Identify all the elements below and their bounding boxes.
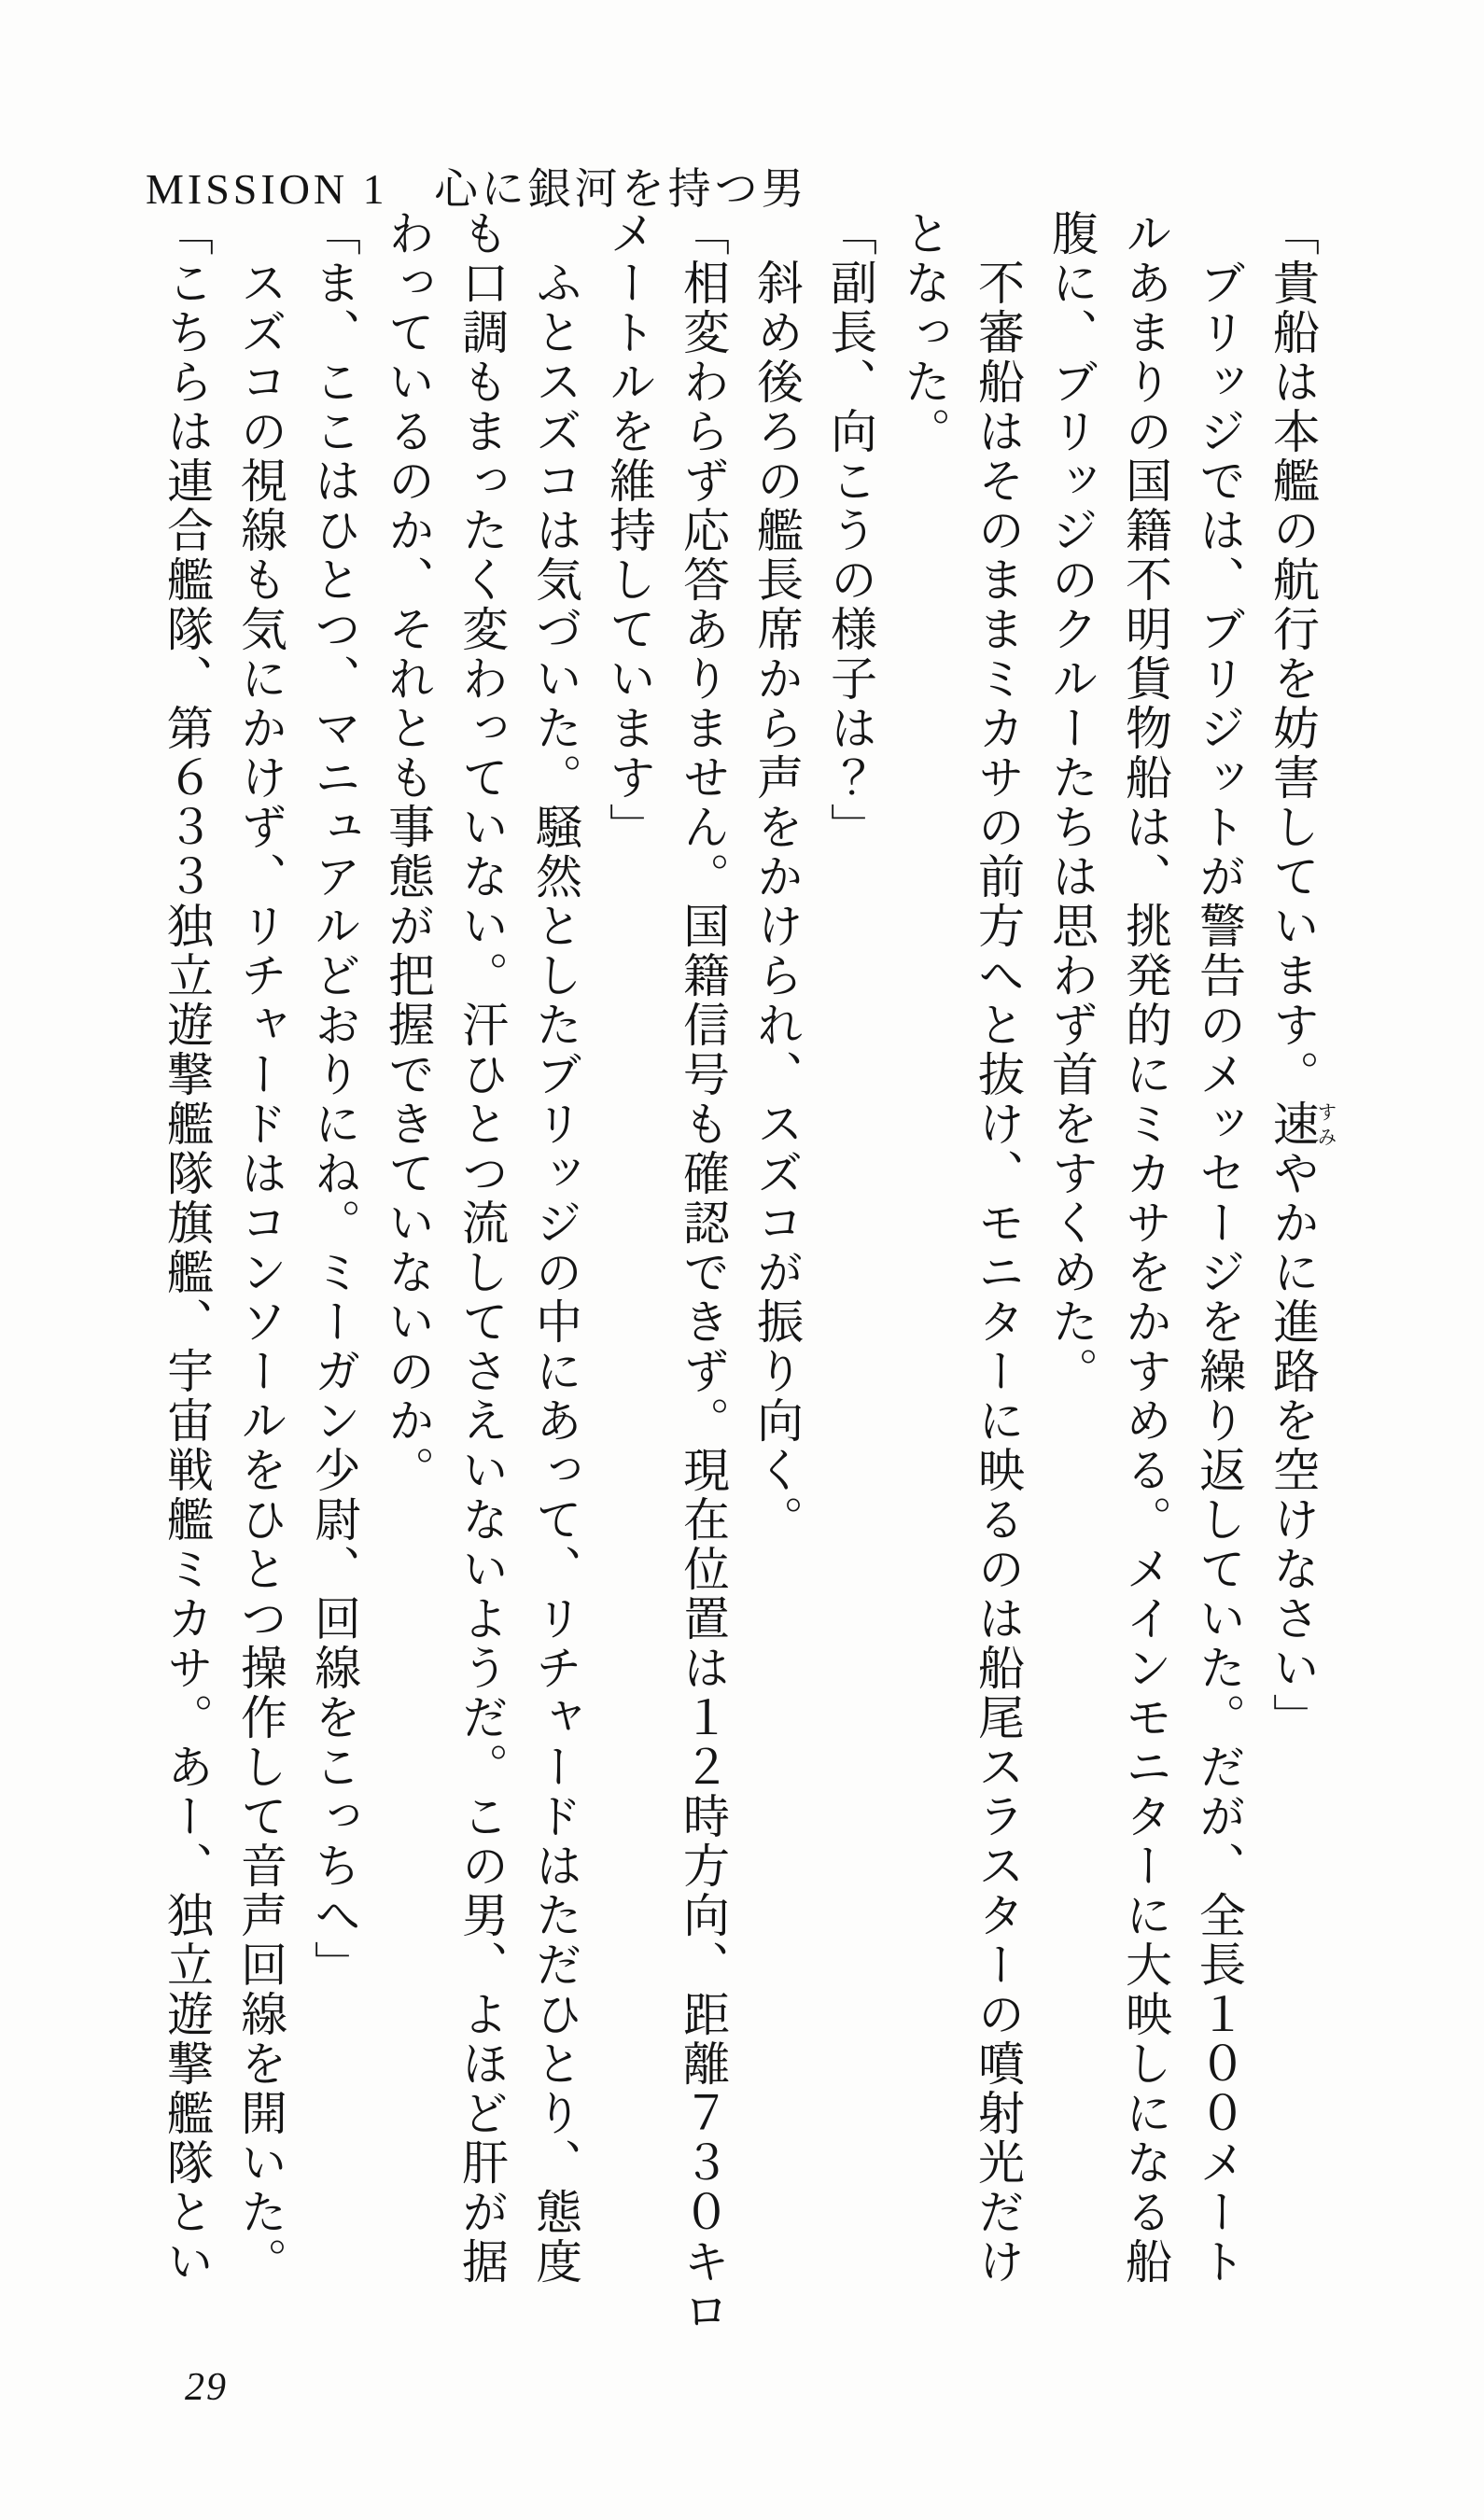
- page-number: 29: [185, 2366, 228, 2409]
- text-column-16: 「こちらは連合艦隊、第６３３独立遊撃艦隊旗艦、宇宙戦艦ミカサ。あー、独立遊撃艦隊とい: [161, 209, 213, 2287]
- text-column-05: 不審船はそのままミカサの前方へと抜け、モニターに映るのは船尾スラスターの噴射光だけ: [972, 259, 1024, 2287]
- text-column-06: となった。: [898, 209, 950, 456]
- text-column-15: スズコの視線も気にかけず、リチャードはコンソールをひとつ操作して音声回線を開いた。: [234, 259, 287, 2287]
- text-column-10: メートルを維持しています」: [603, 209, 655, 852]
- text-column-04: 腹に、ブリッジのクルーたちは思わず首をすくめた。: [1045, 209, 1098, 1396]
- column-01-after-ruby: やかに進路を空けなさい」: [1267, 1149, 1319, 1743]
- ruby-reading: すみ: [1315, 1099, 1337, 1149]
- vertical-text-block: [149, 209, 1337, 2398]
- ruby-base: 速: [1267, 1099, 1319, 1149]
- text-column-11: ふとスズコは気づいた。騒然としたブリッジの中にあって、リチャードはただひとり、態度: [529, 259, 581, 2287]
- text-column-12: も口調もまったく変わっていない。汗ひとつ流してさえいないようだ。この男、よほど肝が据: [455, 209, 508, 2287]
- text-column-03: ルあまりの国籍不明貨物船は、挑発的にミカサをかすめる。メインモニターに大映しになる船: [1119, 209, 1171, 2287]
- chapter-header: MISSION 1 心に銀河を持つ男: [146, 165, 808, 213]
- text-column-09: 「相変わらず応答ありません。国籍信号も確認できず。現在位置は１２時方向、距離７３０キロ: [677, 209, 729, 2336]
- text-column-07: 「副長、向こうの様子は？」: [824, 209, 876, 852]
- text-column-13: わっているのか、それとも事態が把握できていないのか。: [382, 209, 434, 1495]
- column-01-before-ruby: 「貴船は本艦の航行を妨害しています。: [1267, 209, 1319, 1099]
- text-column-01: [1255, 209, 1337, 2398]
- text-column-08: 斜め後ろの艦長席から声をかけられ、スズコが振り向く。: [750, 259, 803, 1545]
- text-column-14: 「ま、ここはひとつ、マニュアルどおりにね。ミーガン少尉、回線をこっちへ」: [308, 209, 360, 1990]
- furigana-ruby: [1267, 1099, 1337, 1149]
- text-column-02: ブリッジでは、ブリジットが警告のメッセージを繰り返していた。だが、全長１００メート: [1193, 259, 1245, 2287]
